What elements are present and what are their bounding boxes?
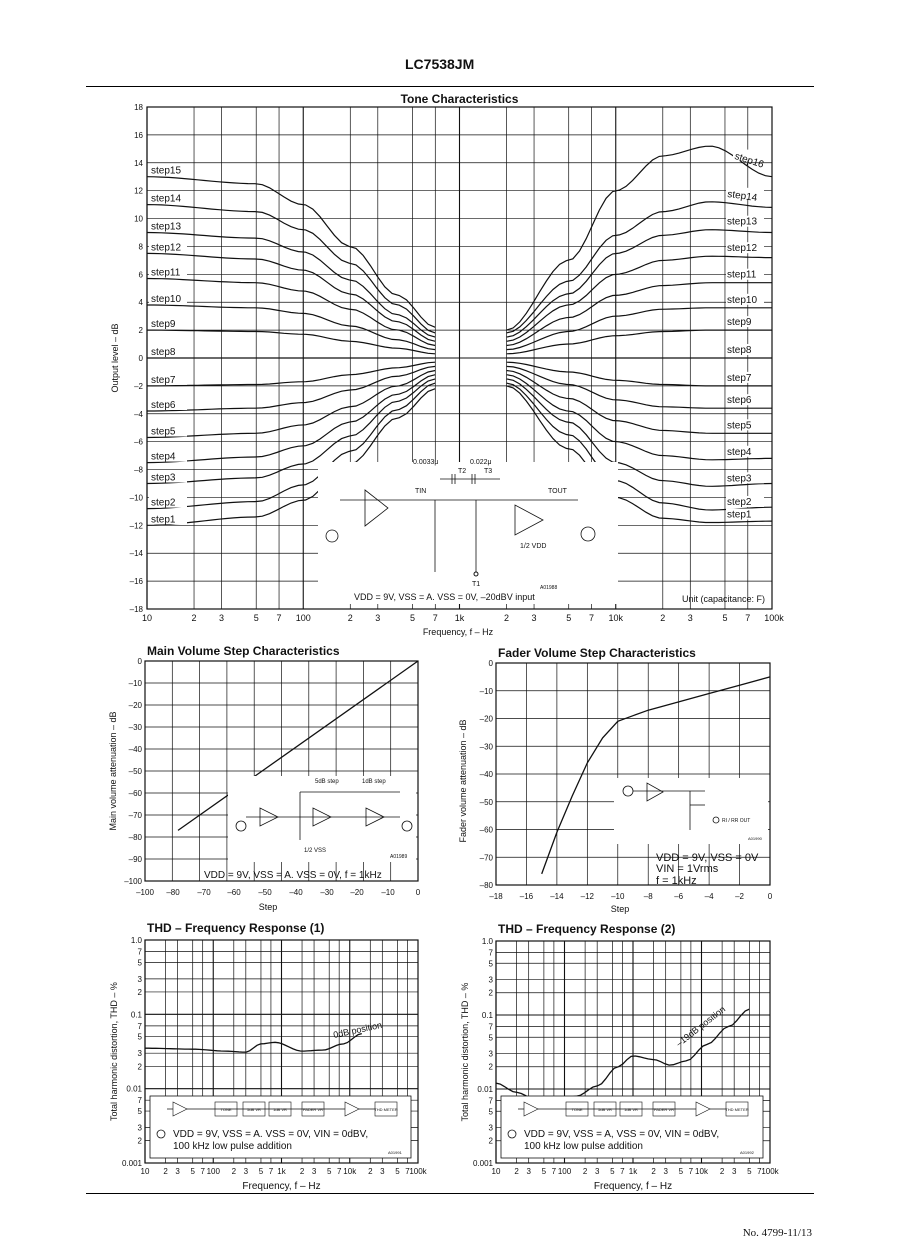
main_volume-xtick: –60 [227,888,241,897]
tone-vdd-half: 1/2 VDD [520,543,547,550]
footer-rule [86,1193,814,1194]
main_volume-xtick: –50 [258,888,272,897]
thd2-xtick: 3 [663,1167,668,1176]
part-number: LC7538JM [405,56,475,72]
fader-xtick: 0 [767,892,773,901]
thd2-xtick: 3 [731,1167,737,1176]
thd1-xtick: 5 [395,1167,400,1176]
thd1-xtick: 1k [277,1167,286,1176]
tone-step-label-right: step6 [727,395,752,407]
main_volume-xtick: –100 [136,888,154,897]
tone-xtick: 5 [409,613,415,623]
thd1-xtick: 7 [405,1167,410,1176]
thd2-xtick: 100 [557,1167,572,1176]
tone-step-label-right: step3 [727,473,752,485]
main_volume-ytick: –10 [128,679,142,688]
tone-step-label-right: step12 [727,243,758,255]
thd2-ytick: 2 [488,988,493,998]
thd2-xtick: 5 [610,1167,615,1176]
thd1-ytick: 0.1 [130,1010,142,1020]
tone-ytick: 8 [138,242,143,252]
thd2-ytick: 7 [488,948,493,958]
thd1-xtick: 100k [409,1167,427,1176]
thd1-block-label: TONE [220,1107,232,1112]
main_volume-xtick: –20 [350,888,364,897]
tone-xtick: 10k [608,613,624,623]
tone-curve-low-step9 [147,330,435,354]
thd2-block-label: FADER VR [653,1107,675,1112]
tone-step-label-left: step5 [151,426,176,438]
thd2-ytick: 5 [488,959,493,969]
main_volume-xtick: –30 [320,888,334,897]
tone-curve-low-step13 [147,233,435,338]
main_volume-ytick: 0 [137,657,142,666]
thd2-xtick: 3 [526,1167,531,1176]
thd-chart-2 [460,922,780,1192]
thd1-xtick: 10k [343,1167,357,1176]
thd1-annotation: 0dB position [332,1019,383,1040]
tone-ytick: –6 [134,437,143,447]
fader-xtick: –6 [674,892,684,901]
thd2-ytick: 2 [488,1136,493,1146]
tone-xtick: 7 [432,613,438,623]
thd1-xtick: 2 [163,1167,168,1176]
fader-title: Fader Volume Step Characteristics [498,646,696,660]
thd1-ytick: 5 [137,1107,142,1117]
thd2-block-label: TONE [571,1107,583,1112]
tone-step-label-left: step13 [151,221,182,233]
tone-step-label-right: step8 [727,345,752,356]
thd2-xtick: 10 [491,1167,501,1176]
tone-ytick: 2 [138,326,143,336]
thd1-block-label: 5dB VR [247,1107,261,1112]
fader-xtick: –14 [550,892,564,901]
fader-ytick: –50 [479,797,493,807]
fader-ylabel: Fader volume attenuation – dB [458,719,468,843]
tone-xtick: 7 [589,613,595,623]
thd1-xtick: 7 [200,1167,205,1176]
tone-xtick: 100k [764,613,784,623]
thd2-ylabel: Total harmonic distortion, THD – % [460,982,470,1122]
tone-ytick: 6 [138,270,143,280]
thd1-ytick: 0.01 [126,1084,142,1094]
tone-ytick: –16 [129,577,143,587]
tone-ytick: 16 [134,130,143,140]
tone-ytick: 14 [134,158,143,168]
tone-curve-high-step10 [507,308,773,350]
fader-condition-2: VIN = 1Vrms [656,863,719,875]
thd1-title: THD – Frequency Response (1) [147,921,325,935]
tone-pin-t1: T1 [472,581,481,588]
thd1-ytick: 2 [137,1062,142,1072]
main_volume-ytick: –50 [128,767,142,776]
thd2-xtick: 5 [678,1167,684,1176]
thd2-xtick: 7 [757,1167,762,1176]
main_volume-vss-half: 1/2 VSS [304,848,327,854]
tone-step-label-left: step3 [151,472,176,484]
fader-ytick: –70 [479,853,493,863]
thd1-condition: VDD = 9V, VSS = A. VSS = 0V, VIN = 0dBV, [173,1129,369,1140]
thd1-xtick: 3 [380,1167,385,1176]
thd2-title: THD – Frequency Response (2) [498,922,676,936]
thd1-ytick: 3 [137,1049,142,1059]
thd2-xtick: 7 [551,1167,557,1176]
thd1-xtick: 7 [268,1167,274,1176]
main_volume-ytick: –60 [128,789,142,798]
thd2-xtick: 2 [719,1167,725,1176]
thd2-ytick: 0.001 [472,1159,493,1168]
thd1-xtick: 100 [206,1167,220,1176]
tone-ylabel: Output level – dB [110,323,120,393]
main_volume-1db-label: 1dB step [362,779,386,785]
fader-ytick: 0 [488,659,493,668]
tone-curve-low-step10 [147,305,435,350]
fader-ytick: –80 [479,881,493,890]
thd2-xtick: 1k [628,1167,638,1176]
fader-xtick: –18 [489,892,503,901]
tone-xtick: 2 [660,613,666,623]
thd2-xtick: 3 [594,1167,600,1176]
thd2-xtick: 7 [688,1167,694,1176]
thd1-ytick: 2 [137,1136,142,1146]
tone-ytick: –12 [129,521,143,531]
fader-condition-3: f = 1kHz [656,875,697,887]
fader-ytick: –10 [479,686,493,696]
thd2-ytick: 5 [488,1033,493,1043]
main_volume-title: Main Volume Step Characteristics [147,644,340,658]
thd2-ytick: 0.1 [481,1011,493,1020]
thd2-ytick: 7 [488,1022,493,1032]
tone-xtick: 3 [375,613,381,623]
main_volume-xtick: –70 [197,888,211,897]
main_volume-xtick: –80 [166,888,180,897]
thd1-ytick: 3 [137,974,142,984]
tone-step-label-left: step10 [151,294,182,306]
main_volume-ytick: –100 [124,877,142,886]
thd1-ytick: 1.0 [130,936,142,945]
thd2-block-label: 1dB VR [624,1107,638,1112]
thd1-ytick: 3 [137,1123,142,1133]
thd2-xtick: 2 [651,1167,656,1176]
main_volume-ytick: –70 [128,811,142,820]
tone-xtick: 1k [454,613,465,623]
fader-xtick: –8 [643,892,653,901]
tone-xtick: 5 [253,613,259,623]
tone-title: Tone Characteristics [400,92,519,106]
tone-xtick: 7 [276,613,282,623]
main_volume-xlabel: Step [258,902,278,912]
tone-xtick: 100 [295,613,311,623]
tone-ytick: –18 [129,605,143,614]
doc-number: No. 4799-11/13 [742,1227,812,1239]
tone-inset-bg [318,462,618,604]
tone-step-label-right: step2 [727,496,752,508]
fader-condition-1: VDD = 9V, VSS = 0V [656,852,759,864]
tone-step-label-left: step14 [151,193,182,205]
thd1-ylabel: Total harmonic distortion, THD – % [109,982,119,1121]
thd2-xtick: 5 [541,1167,547,1176]
thd1-condition-2: 100 kHz low pulse addition [173,1141,292,1152]
tone-step-label-right: step10 [727,294,758,306]
tone-step-label-right: step14 [726,188,758,204]
thd1-xtick: 3 [311,1167,317,1176]
tone-step-label-right: step7 [727,372,752,384]
tone-ytick: 12 [134,186,143,196]
thd2-annotation: –19dB position [674,1004,728,1049]
tone-ytick: –10 [129,493,143,503]
tone-step-label-left: step8 [151,347,176,358]
thd2-condition: VDD = 9V, VSS = A, VSS = 0V, VIN = 0dBV, [524,1129,720,1140]
thd1-xtick: 3 [243,1167,249,1176]
tone-pin-tin: TIN [415,488,427,495]
tone-code: A01988 [540,585,558,591]
tone-ytick: –8 [134,465,143,475]
fader-curve [542,677,770,874]
tone-ytick: 10 [134,214,143,224]
tone-xtick: 2 [504,613,510,623]
fader-ytick: –60 [479,825,493,835]
fader-xtick: –4 [704,892,714,901]
thd1-xtick: 5 [190,1167,195,1176]
thd1-xtick: 5 [326,1167,332,1176]
tone-step-label-right: step5 [727,420,752,432]
tone-curve-low-step15 [147,177,435,331]
tone-pin-t2: T2 [458,468,467,475]
thd1-block-label: 1dB VR [273,1107,287,1112]
tone-step-label-right: step4 [727,446,752,458]
tone-condition: VDD = 9V, VSS = A. VSS = 0V, –20dBV input [354,592,535,602]
thd1-code: A01991 [388,1150,402,1155]
tone-step-label-left: step9 [151,319,176,331]
thd2-block-label: THD METER [725,1107,749,1112]
thd2-xtick: 100k [761,1167,779,1176]
tone-curve-high-step11 [507,283,773,346]
thd1-xtick: 3 [175,1167,180,1176]
main_volume-ytick: –40 [128,745,142,754]
thd1-block-label: THD METER [374,1107,398,1112]
main_volume-condition: VDD = 9V, VSS = A. VSS = 0V, f = 1kHz [204,870,382,881]
tone-ytick: 4 [138,298,143,308]
fader-xtick: –12 [580,892,595,901]
tone-xtick: 7 [745,613,751,623]
thd2-ytick: 1.0 [481,937,493,946]
tone-ytick: 0 [138,354,143,363]
tone-chart [110,92,784,637]
fader-xtick: –10 [611,892,625,901]
tone-pin-t3: T3 [484,468,493,475]
main_volume-code: A01989 [390,854,408,860]
thd2-xtick: 2 [582,1167,588,1176]
fader-out-label: RI / RR OUT [722,818,751,824]
tone-unit: Unit (capacitance: F) [681,594,765,604]
thd1-xtick: 2 [299,1167,305,1176]
fader-inset-bg [614,778,768,844]
tone-xtick: 5 [566,613,572,623]
tone-cap1-label: 0.0033μ [413,459,439,466]
thd1-ytick: 7 [137,1021,142,1031]
thd2-xlabel: Frequency, f – Hz [593,1181,673,1192]
main_volume-5db-label: 5dB step [315,779,339,785]
tone-xtick: 3 [531,613,537,623]
thd1-block-label: FADER VR [302,1107,324,1112]
tone-xtick: 2 [347,613,353,623]
tone-step-label-right: step11 [727,269,757,281]
thd2-ytick: 0.01 [477,1085,493,1094]
thd2-ytick: 2 [488,1062,493,1072]
main_volume-ytick: –30 [128,723,142,732]
tone-step-label-left: step1 [151,514,176,526]
tone-xlabel: Frequency, f – Hz [422,627,494,637]
main_volume-ytick: –80 [128,833,142,842]
fader-ytick: –40 [479,770,493,779]
fader-code: A01990 [748,836,762,841]
tone-ytick: –2 [134,381,143,391]
fader-volume-chart [458,646,773,914]
thd2-xtick: 10k [695,1167,708,1176]
thd1-xtick: 2 [231,1167,237,1176]
main_volume-ylabel: Main volume attenuation – dB [108,711,118,831]
tone-step-label-left: step11 [151,267,181,279]
thd1-xlabel: Frequency, f – Hz [242,1181,321,1192]
thd2-ytick: 3 [488,1123,493,1133]
thd2-ytick: 5 [488,1107,493,1117]
tone-curve-low-step6 [147,366,435,411]
thd1-ytick: 5 [137,958,142,968]
main_volume-xtick: 0 [415,888,421,897]
tone-curve-low-step4 [147,375,435,463]
fader-xlabel: Step [610,904,630,914]
thd1-xtick: 7 [336,1167,342,1176]
thd2-code: A01992 [740,1150,754,1155]
fader-xtick: –16 [519,892,534,901]
tone-step-label-left: step15 [151,165,182,177]
thd2-ytick: 3 [488,975,493,985]
thd1-xtick: 2 [368,1167,373,1176]
main_volume-xtick: –10 [381,888,395,897]
tone-xtick: 5 [722,613,728,623]
thd1-xtick: 10 [140,1167,150,1176]
fader-xtick: –2 [735,892,745,901]
tone-xtick: 3 [687,613,693,623]
thd1-ytick: 7 [137,947,142,957]
tone-step-label-right: step13 [727,216,758,228]
tone-curve-low-step12 [147,253,435,341]
thd2-block-label: 5dB VR [598,1107,612,1112]
main_volume-xtick: –40 [289,888,303,897]
main-volume-chart [108,644,421,912]
tone-ytick: 18 [134,103,143,112]
tone-ytick: –14 [129,549,143,559]
tone-step-label-left: step7 [151,374,176,386]
tone-step-label-right: step16 [733,150,766,171]
tone-pin-tout: TOUT [548,488,567,495]
thd2-ytick: 3 [488,1049,493,1059]
thd2-xtick: 2 [514,1167,519,1176]
main_volume-ytick: –90 [128,855,142,864]
thd1-ytick: 7 [137,1096,142,1106]
tone-xtick: 2 [191,613,197,623]
tone-step-label-left: step4 [151,451,176,463]
tone-step-label-left: step2 [151,497,176,509]
thd1-ytick: 2 [137,987,142,997]
tone-curve-low-step7 [147,362,435,386]
thd1-ytick: 5 [137,1032,142,1042]
tone-step-label-left: step6 [151,399,176,411]
tone-step-label-right: step1 [727,509,752,521]
fader-ytick: –30 [479,742,493,752]
thd1-xtick: 5 [258,1167,264,1176]
thd1-ytick: 0.001 [121,1159,142,1168]
thd-chart-1 [109,921,428,1192]
main_volume-ytick: –20 [128,701,142,710]
tone-xtick: 3 [219,613,225,623]
thd2-condition-2: 100 kHz low pulse addition [524,1141,643,1152]
thd2-xtick: 7 [620,1167,625,1176]
thd2-ytick: 7 [488,1096,493,1106]
tone-cap2-label: 0.022μ [470,459,492,466]
thd2-xtick: 5 [747,1167,752,1176]
tone-step-label-right: step9 [727,317,752,329]
tone-ytick: –4 [134,409,143,419]
fader-ytick: –20 [479,714,493,724]
tone-step-label-left: step12 [151,242,182,254]
tone-xtick: 10 [141,613,153,623]
